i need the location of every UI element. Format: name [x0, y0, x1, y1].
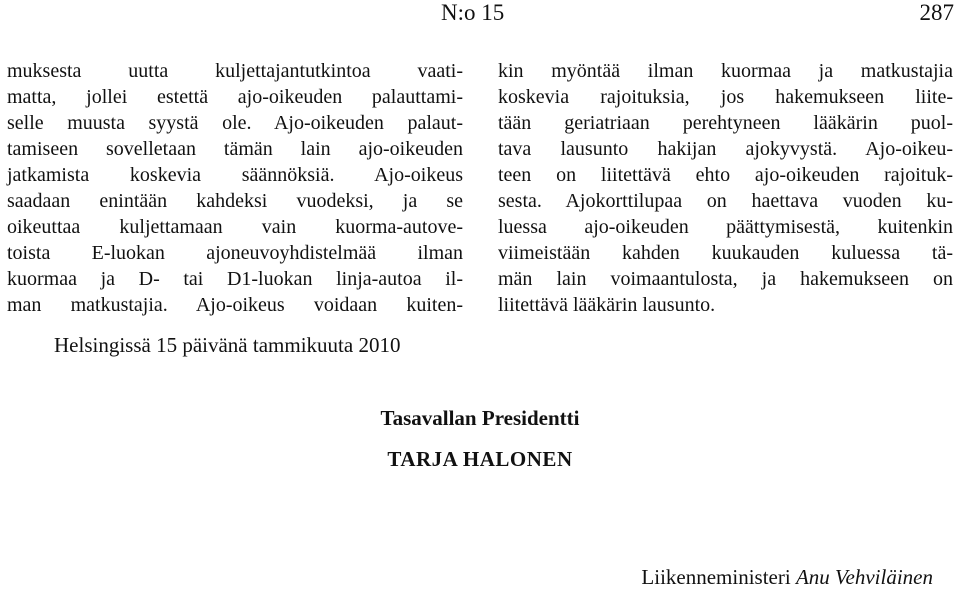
text-line: matta, jollei estettä ajo-oikeuden palauttami- — [7, 86, 463, 108]
countersignature — [641, 564, 933, 590]
text-line: kin myöntää ilman kuormaa ja matkustajia — [498, 60, 953, 82]
right-text-column — [498, 58, 953, 318]
text-line: muksesta uutta kuljettajantutkintoa vaati- — [7, 60, 463, 82]
text-line: viimeistään kahden kuukauden kuluessa tä- — [498, 242, 953, 264]
text-line: jatkamista koskevia säännöksiä. Ajo-oikeus — [7, 164, 463, 186]
signer-name: TARJA HALONEN — [387, 447, 573, 471]
text-line: man matkustajia. Ajo-oikeus voidaan kuiten- — [7, 294, 463, 316]
text-line: selle muusta syystä ole. Ajo-oikeuden palaut- — [7, 112, 463, 134]
text-line: saadaan enintään kahdeksi vuodeksi, ja se — [7, 190, 463, 212]
text-line: luessa ajo-oikeuden päättymisestä, kuitenkin — [498, 216, 953, 238]
text-line: liitettävä lääkärin lausunto. — [498, 294, 716, 316]
minister-name: Anu Vehviläinen — [795, 565, 933, 589]
page-number: 287 — [919, 0, 954, 25]
text-line: koskevia rajoituksia, jos hakemukseen liite- — [498, 86, 953, 108]
place-and-date: Helsingissä 15 päivänä tammikuuta 2010 — [54, 333, 401, 357]
signer-title: Tasavallan Presidentti — [380, 406, 580, 430]
text-line: män lain voimaantulosta, ja hakemukseen on — [498, 268, 953, 290]
text-line: teen on liitettävä ehto ajo-oikeuden rajoituk- — [498, 164, 953, 186]
text-line: tamiseen sovelletaan tämän lain ajo-oikeuden — [7, 138, 463, 160]
text-line: oikeuttaa kuljettamaan vain kuorma-autove- — [7, 216, 463, 238]
text-line: tään geriatriaan perehtyneen lääkärin puol- — [498, 112, 953, 134]
issue-number: N:o 15 — [441, 0, 505, 25]
text-line: kuormaa ja D- tai D1-luokan linja-autoa il- — [7, 268, 463, 290]
minister-role: Liikenneministeri — [641, 565, 791, 589]
left-text-column — [7, 58, 463, 318]
text-line: toista E-luokan ajoneuvoyhdistelmää ilman — [7, 242, 463, 264]
text-line: sesta. Ajokorttilupaa on haettava vuoden ku- — [498, 190, 953, 212]
text-line: tava lausunto hakijan ajokyvystä. Ajo-oikeu- — [498, 138, 953, 160]
